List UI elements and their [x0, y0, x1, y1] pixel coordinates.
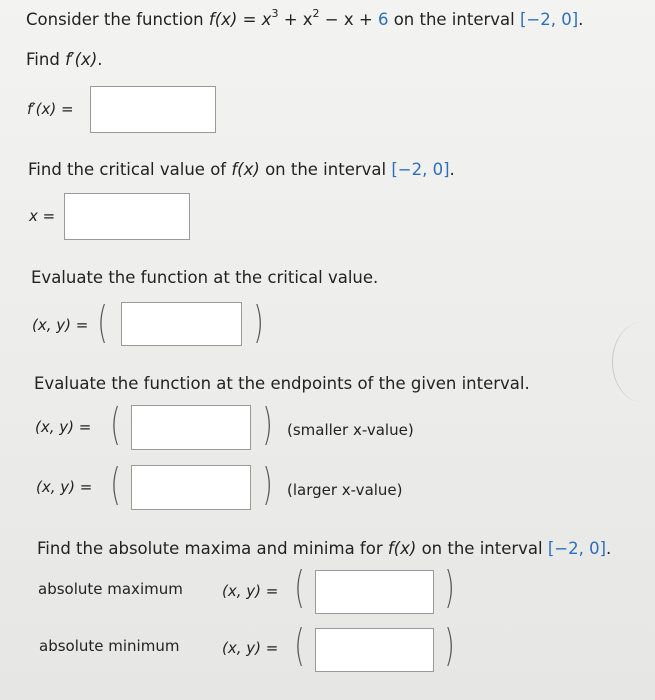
- left-paren: (: [294, 562, 305, 613]
- absolute-max-pair-label: [222, 582, 278, 600]
- expr-term-2: + x: [283, 10, 313, 29]
- derivative-prompt: [26, 50, 103, 69]
- interval-prefix: on the interval: [265, 160, 387, 179]
- pair-label-text: (x, y) =: [222, 582, 279, 600]
- critical-text: Find the critical value of: [28, 160, 227, 179]
- endpoint-larger-label: [36, 478, 92, 496]
- exponent-2: 2: [312, 6, 320, 20]
- interval-prefix: on the interval: [393, 10, 515, 29]
- exponent-3: 3: [271, 6, 279, 20]
- endpoint-smaller-label: [35, 418, 91, 436]
- left-paren: (: [294, 620, 305, 671]
- constant-term: 6: [377, 10, 389, 29]
- absolute-min-pair-label: [222, 639, 278, 657]
- endpoint-smaller-input[interactable]: [131, 405, 251, 450]
- function-name: f(x): [208, 10, 238, 29]
- absolute-min-input[interactable]: [315, 628, 434, 672]
- absolute-min-label: absolute minimum: [39, 637, 180, 655]
- pair-label-text: (x, y) =: [35, 418, 92, 436]
- absolute-prompt: [37, 539, 611, 558]
- derivative-label-text: f′(x) =: [27, 100, 74, 118]
- left-paren: (: [97, 297, 108, 348]
- equals-sign: =: [242, 10, 257, 29]
- period: .: [578, 10, 584, 29]
- larger-x-note: (larger x-value): [287, 481, 403, 499]
- derivative-symbol: f′(x): [65, 50, 98, 69]
- pair-label-text: (x, y) =: [222, 639, 279, 657]
- right-paren: ): [262, 459, 273, 510]
- absolute-max-input[interactable]: [315, 570, 434, 614]
- critical-point-label: [32, 316, 88, 334]
- evaluate-critical-prompt: Evaluate the function at the critical value.: [31, 268, 379, 287]
- critical-point-input[interactable]: [121, 302, 242, 346]
- pair-label-text: (x, y) =: [32, 316, 89, 334]
- intro-text: Consider the function: [26, 10, 204, 29]
- expr-term-3: − x +: [324, 10, 373, 29]
- function-statement: [26, 6, 584, 29]
- partial-circle-decoration: [612, 322, 655, 402]
- period: .: [606, 539, 612, 558]
- critical-prompt: [28, 160, 455, 179]
- right-paren: ): [444, 562, 455, 613]
- endpoint-larger-input[interactable]: [131, 465, 251, 510]
- endpoints-prompt: Evaluate the function at the endpoints of the given interval.: [34, 374, 530, 393]
- derivative-label: [27, 100, 74, 118]
- smaller-x-note: (smaller x-value): [287, 421, 414, 439]
- function-ref: f(x): [387, 539, 417, 558]
- critical-label: [29, 207, 55, 225]
- expr-term-1: x: [261, 10, 272, 29]
- period: .: [449, 160, 455, 179]
- right-paren: ): [253, 297, 264, 348]
- left-paren: (: [110, 399, 121, 450]
- right-paren: ): [262, 399, 273, 450]
- interval-value: [−2, 0]: [547, 539, 607, 558]
- derivative-answer-input[interactable]: [90, 86, 216, 133]
- function-ref: f(x): [231, 160, 260, 179]
- find-text: Find: [26, 50, 60, 69]
- period: .: [97, 50, 103, 69]
- absolute-text: Find the absolute maxima and minima for: [37, 539, 383, 558]
- interval-value: [−2, 0]: [519, 10, 579, 29]
- pair-label-text: (x, y) =: [36, 478, 93, 496]
- left-paren: (: [110, 459, 121, 510]
- absolute-max-label: absolute maximum: [38, 580, 183, 598]
- interval-value: [−2, 0]: [391, 160, 450, 179]
- interval-prefix: on the interval: [421, 539, 543, 558]
- critical-value-input[interactable]: [64, 193, 190, 240]
- critical-label-text: x =: [29, 207, 56, 225]
- right-paren: ): [444, 620, 455, 671]
